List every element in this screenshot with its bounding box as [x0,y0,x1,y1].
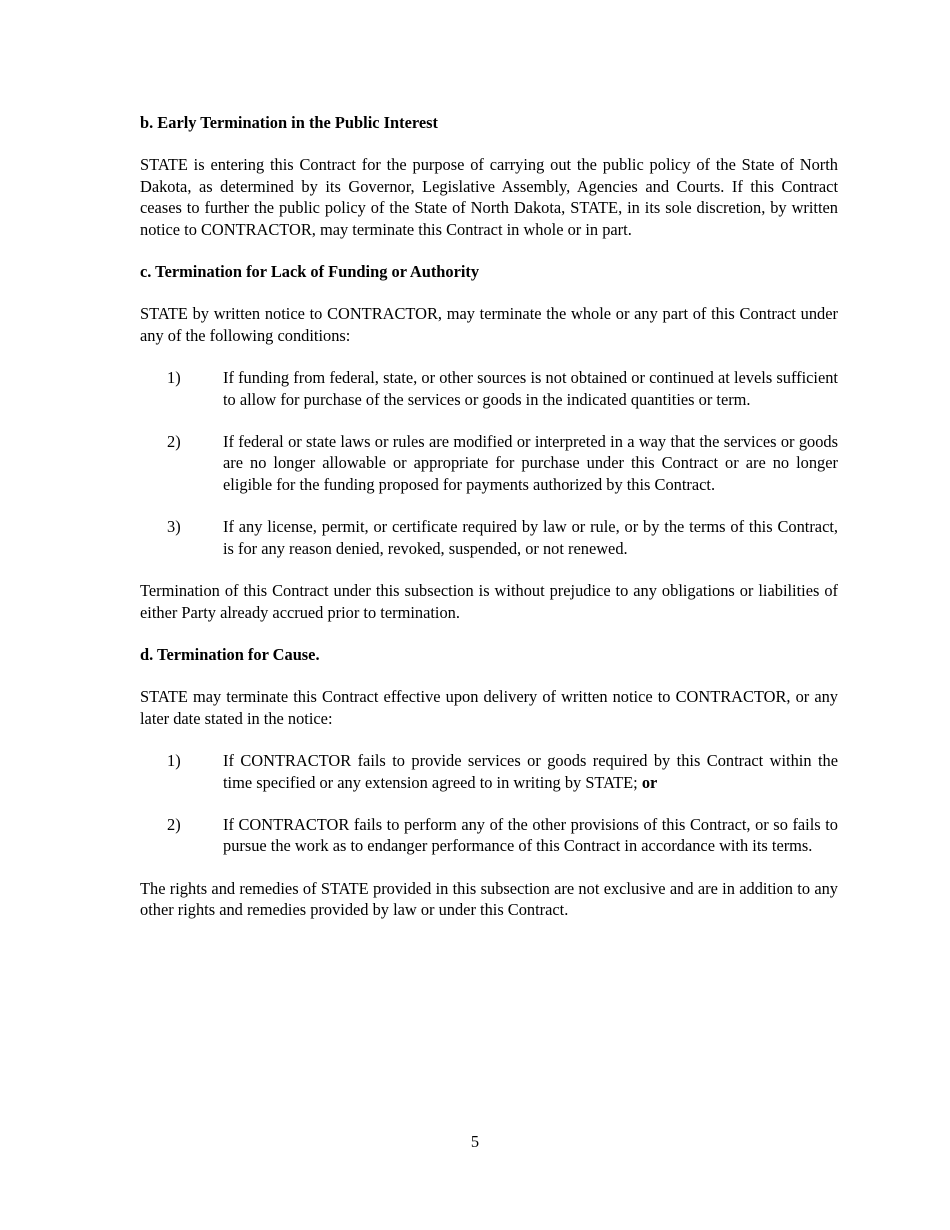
list-text-body: If CONTRACTOR fails to provide services or goods required by this Contract within the time specified or any extension agreed to in writing by STATE; [223,751,838,792]
list-number: 2) [167,814,181,834]
section-c-intro: STATE by written notice to CONTRACTOR, may terminate the whole or any part of this Contract under any of the following conditions: [140,304,838,345]
section-d-intro: STATE may terminate this Contract effective upon delivery of written notice to CONTRACTOR, or any later date stated in the notice: [140,687,838,728]
page-number: 5 [470,1132,480,1151]
section-d-item-1 [140,750,838,793]
section-b-paragraph: STATE is entering this Contract for the purpose of carrying out the public policy of the State of North Dakota, as determined by its Governor, Legislative Assembly, Agencies and Courts. If this Contract ceases to further the public policy of the State of North Dakota, STATE, in its sole discretion, by written notice to CONTRACTOR, may terminate this Contract in whole or in part. [140,155,838,239]
section-d-item-2 [140,814,838,857]
section-c-heading: c. Termination for Lack of Funding or Authority [140,262,480,282]
list-text: If federal or state laws or rules are modified or interpreted in a way that the services or goods are no longer allowable or appropriate for purchase under this Contract or are no longer eligible for the funding proposed for payments authorized by this Contract. [223,432,838,494]
section-c-closing: Termination of this Contract under this subsection is without prejudice to any obligations or liabilities of either Party already accrued prior to termination. [140,581,838,622]
list-number: 2) [167,432,181,452]
list-text-emphasis: or [641,772,658,792]
list-number: 1) [167,368,181,388]
list-text: If funding from federal, state, or other sources is not obtained or continued at levels sufficient to allow for purchase of the services or goods in the indicated quantities or term. [223,368,838,409]
section-c-item-3 [140,516,838,559]
document-page [140,112,838,942]
section-d-heading: d. Termination for Cause. [140,644,320,664]
list-text [223,750,838,793]
section-c-item-1 [140,367,838,410]
list-number: 1) [167,751,181,771]
section-d-closing: The rights and remedies of STATE provided in this subsection are not exclusive and are in addition to any other rights and remedies provided by law or under this Contract. [140,878,838,920]
list-text: If any license, permit, or certificate required by law or rule, or by the terms of this Contract, is for any reason denied, revoked, suspended, or not renewed. [223,517,838,558]
section-b-heading: b. Early Termination in the Public Interest [140,113,438,132]
list-text: If CONTRACTOR fails to perform any of the other provisions of this Contract, or so fails to pursue the work as to endanger performance of this Contract in accordance with its terms. [223,814,838,856]
section-c-item-2 [140,431,838,495]
list-number: 3) [167,517,181,537]
